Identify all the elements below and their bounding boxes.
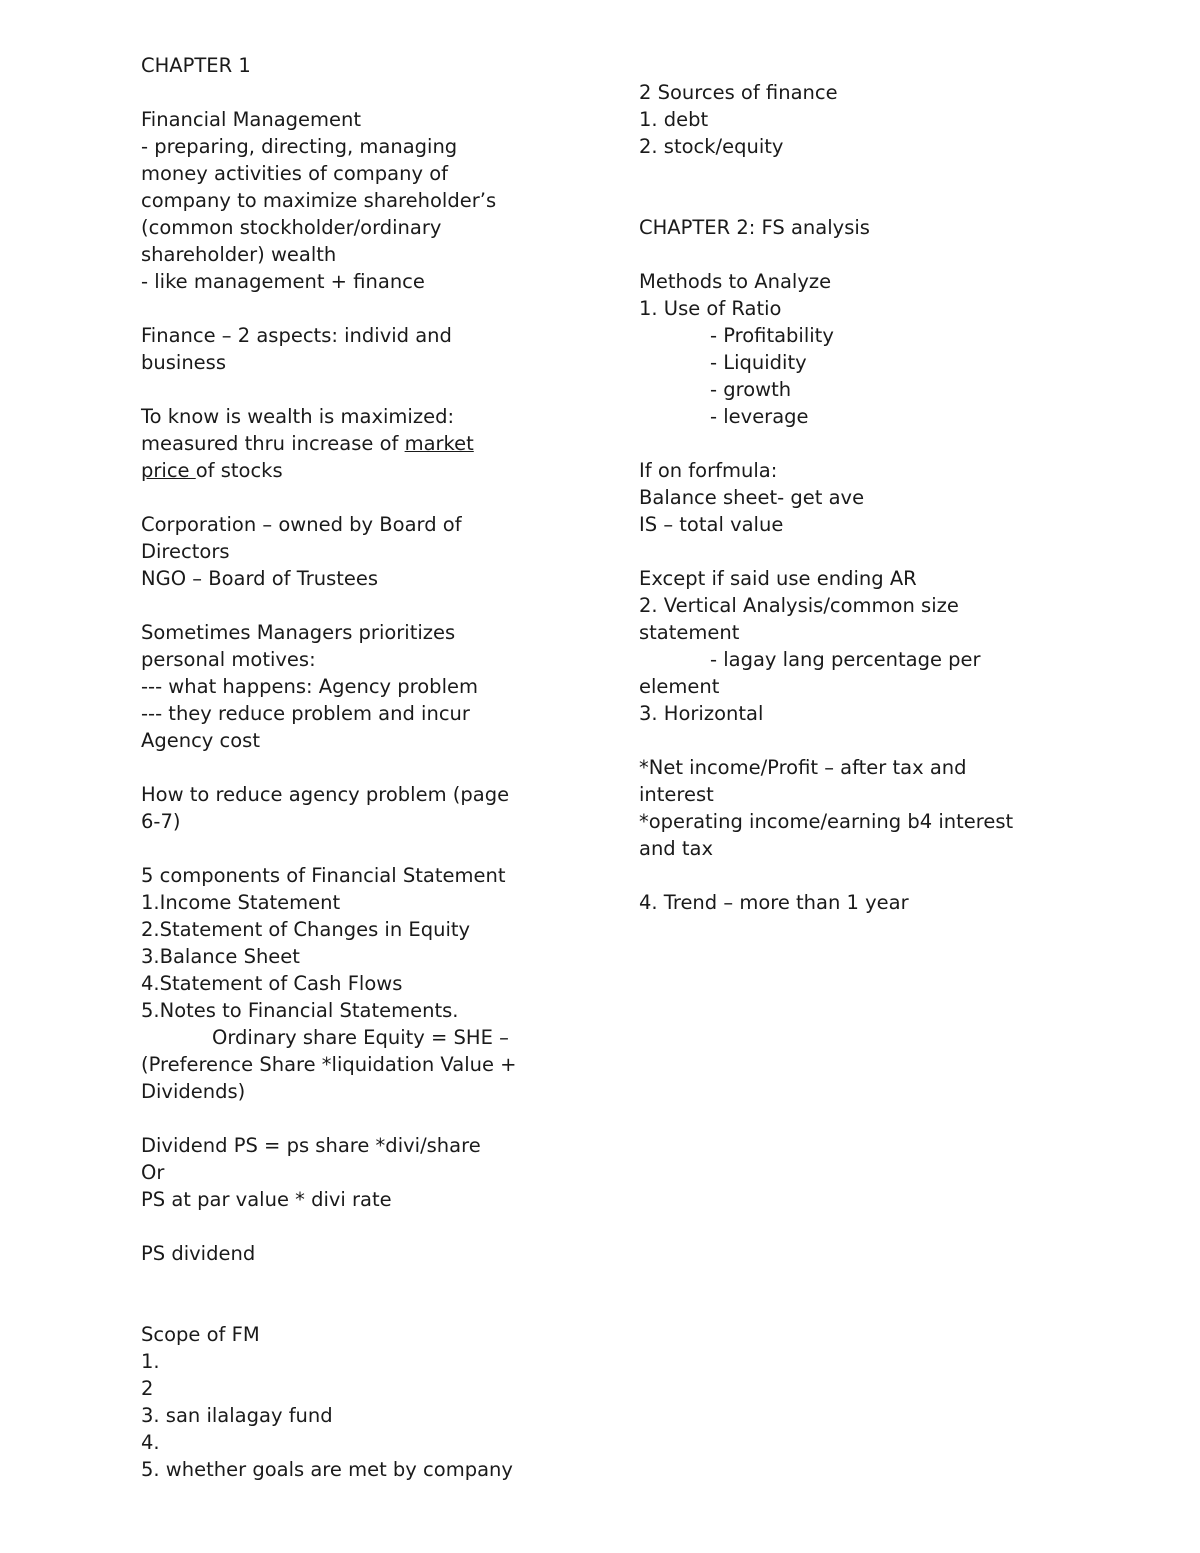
ratio-heading: 1. Use of Ratio xyxy=(639,297,782,320)
source-item: 2. stock/equity xyxy=(639,135,784,158)
left-column xyxy=(141,52,581,1483)
spacer xyxy=(639,862,1079,889)
spacer xyxy=(141,1213,581,1240)
trend-line: 4. Trend – more than 1 year xyxy=(639,891,909,914)
fm-definition-line: company to maximize shareholder’s xyxy=(141,189,497,212)
scope-item: 4. xyxy=(141,1431,160,1454)
scope-item: 5. whether goals are met by company xyxy=(141,1458,513,1481)
corporation-line: Corporation – owned by Board of xyxy=(141,513,462,536)
fm-definition-line: - like management + finance xyxy=(141,270,425,293)
spacer xyxy=(141,754,581,781)
agency-line: Sometimes Managers prioritizes xyxy=(141,621,456,644)
fm-definition-line: shareholder) wealth xyxy=(141,243,337,266)
reduce-agency-line: 6-7) xyxy=(141,810,181,833)
ps-dividend-line: PS dividend xyxy=(141,1242,256,1265)
spacer xyxy=(639,241,1079,268)
scope-item: 3. san ilalagay fund xyxy=(141,1404,333,1427)
spacer xyxy=(141,376,581,403)
fs-components-heading: 5 components of Financial Statement xyxy=(141,864,506,887)
chapter-2-title: CHAPTER 2: FS analysis xyxy=(639,216,870,239)
ordinary-equity-line: Dividends) xyxy=(141,1080,246,1103)
vertical-analysis-line: statement xyxy=(639,621,740,644)
spacer xyxy=(639,160,1079,187)
agency-line: Agency cost xyxy=(141,729,260,752)
fm-definition-line: (common stockholder/ordinary xyxy=(141,216,442,239)
spacer xyxy=(141,592,581,619)
fs-component-item: 3.Balance Sheet xyxy=(141,945,300,968)
except-line: Except if said use ending AR xyxy=(639,567,917,590)
dividend-line: Or xyxy=(141,1161,165,1184)
spacer xyxy=(141,295,581,322)
spacer xyxy=(639,727,1079,754)
reduce-agency-line: How to reduce agency problem (page xyxy=(141,783,510,806)
source-item: 1. debt xyxy=(639,108,709,131)
agency-line: --- what happens: Agency problem xyxy=(141,675,478,698)
vertical-analysis-line: element xyxy=(639,675,720,698)
spacer xyxy=(141,835,581,862)
sources-heading: 2 Sources of finance xyxy=(639,81,838,104)
fm-definition-line: money activities of company of xyxy=(141,162,448,185)
finance-aspects-line: Finance – 2 aspects: individ and xyxy=(141,324,452,347)
fs-component-item: 5.Notes to Financial Statements. xyxy=(141,999,459,1022)
ordinary-equity-line: Ordinary share Equity = SHE – xyxy=(212,1026,509,1049)
net-income-line: *Net income/Profit – after tax and xyxy=(639,756,967,779)
ratio-item: - leverage xyxy=(710,405,809,428)
market-price-underlined: market xyxy=(404,432,474,455)
spacer xyxy=(141,79,581,106)
spacer xyxy=(141,1267,581,1294)
operating-income-line: *operating income/earning b4 interest xyxy=(639,810,1014,833)
ngo-line: NGO – Board of Trustees xyxy=(141,567,379,590)
formula-line: Balance sheet- get ave xyxy=(639,486,865,509)
wealth-line xyxy=(141,457,581,484)
ratio-item: - Liquidity xyxy=(710,351,807,374)
scope-item: 2 xyxy=(141,1377,154,1400)
fm-heading: Financial Management xyxy=(141,108,362,131)
formula-line: IS – total value xyxy=(639,513,784,536)
market-price-underlined: price xyxy=(141,459,196,482)
ordinary-equity-line: (Preference Share *liquidation Value + xyxy=(141,1053,517,1076)
finance-aspects-line: business xyxy=(141,351,226,374)
fs-component-item: 2.Statement of Changes in Equity xyxy=(141,918,471,941)
chapter-1-title: CHAPTER 1 xyxy=(141,54,251,77)
spacer xyxy=(141,484,581,511)
spacer xyxy=(639,430,1079,457)
wealth-text: of stocks xyxy=(195,459,283,482)
agency-line: personal motives: xyxy=(141,648,316,671)
dividend-line: Dividend PS = ps share *divi/share xyxy=(141,1134,481,1157)
spacer xyxy=(141,1294,581,1321)
ratio-item: - growth xyxy=(710,378,792,401)
methods-heading: Methods to Analyze xyxy=(639,270,832,293)
fs-component-item: 4.Statement of Cash Flows xyxy=(141,972,403,995)
net-income-line: interest xyxy=(639,783,714,806)
horizontal-line: 3. Horizontal xyxy=(639,702,764,725)
wealth-line xyxy=(141,430,581,457)
scope-heading: Scope of FM xyxy=(141,1323,260,1346)
wealth-text: measured thru increase of xyxy=(141,432,405,455)
ratio-item: - Profitability xyxy=(710,324,834,347)
wealth-line: To know is wealth is maximized: xyxy=(141,405,455,428)
fs-component-item: 1.Income Statement xyxy=(141,891,341,914)
spacer xyxy=(141,1105,581,1132)
right-column xyxy=(639,79,1079,916)
vertical-analysis-line: 2. Vertical Analysis/common size xyxy=(639,594,959,617)
vertical-analysis-line: - lagay lang percentage per xyxy=(710,648,981,671)
dividend-line: PS at par value * divi rate xyxy=(141,1188,392,1211)
agency-line: --- they reduce problem and incur xyxy=(141,702,470,725)
spacer xyxy=(639,187,1079,214)
corporation-line: Directors xyxy=(141,540,230,563)
fm-definition-line: - preparing, directing, managing xyxy=(141,135,458,158)
spacer xyxy=(639,538,1079,565)
formula-line: If on forfmula: xyxy=(639,459,778,482)
scope-item: 1. xyxy=(141,1350,160,1373)
operating-income-line: and tax xyxy=(639,837,714,860)
